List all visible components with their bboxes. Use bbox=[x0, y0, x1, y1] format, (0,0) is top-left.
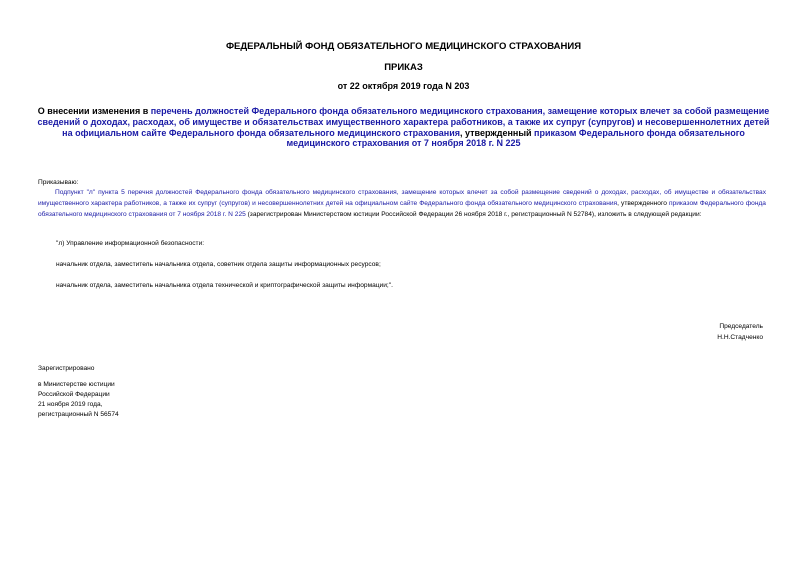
document-date-number: от 22 октября 2019 года N 203 bbox=[337, 81, 470, 91]
para-link-order[interactable]: приказом Федерального фонда обязательного медицинского страхования от 7 ноября 2018 г. N 225 bbox=[38, 200, 766, 219]
organization-title: ФЕДЕРАЛЬНЫЙ ФОНД ОБЯЗАТЕЛЬНОГО МЕДИЦИНСКОГО СТРАХОВАНИЯ bbox=[225, 41, 582, 52]
registration-block bbox=[38, 364, 119, 420]
main-paragraph bbox=[38, 187, 766, 221]
list-item: начальник отдела, заместитель начальника отдела технической и криптографической защиты информации;". bbox=[56, 282, 393, 289]
order-label: Приказываю: bbox=[38, 179, 79, 186]
para-middle: , утвержденного bbox=[617, 200, 669, 208]
document-subject bbox=[32, 106, 775, 149]
subject-link-list[interactable]: перечень должностей Федерального фонда обязательного медицинского страхования, замещение которых влечет за собой размещение сведений о доходах, расходах, об имуществе и обязательствах имущественного характера работников, а также их супруг (супругов) и несовершеннолетних детей на официальном сайте Федерального фонда обязательного медицинского страхования bbox=[37, 106, 770, 138]
signer-position: Председатель bbox=[719, 323, 763, 330]
signature-block bbox=[717, 322, 763, 343]
registration-line: Зарегистрировано bbox=[38, 365, 95, 372]
subject-link-order[interactable]: приказом Федерального фонда обязательного медицинского страхования от 7 ноября 2018 г. N 225 bbox=[286, 127, 745, 149]
subject-prefix: О внесении изменения в bbox=[37, 106, 151, 116]
subject-middle: , утвержденный bbox=[460, 127, 535, 138]
registration-line: регистрационный N 56574 bbox=[38, 410, 119, 418]
para-link-list[interactable]: Подпункт "л" пункта 5 перечня должностей Федерального фонда обязательного медицинского страхования, замещение которых влечет за собой размещение сведений о доходах, расходах, об имуществе и обязательствах имущественного характера работников, а также их супруг (супругов) и несовершеннолетних детей на официальном сайте Федерального фонда обязательного медицинского страхования bbox=[38, 189, 766, 208]
list-item: начальник отдела, заместитель начальника отдела, советник отдела защиты информационных ресурсов; bbox=[56, 261, 381, 268]
signer-name: Н.Н.Стадченко bbox=[717, 333, 763, 341]
para-end: (зарегистрирован Министерством юстиции Российской Федерации 26 ноября 2018 г., регистрационный N 52784), изложить в следующей редакции: bbox=[245, 211, 702, 219]
list-item: "л) Управление информационной безопасности: bbox=[56, 240, 205, 247]
document-type: ПРИКАЗ bbox=[384, 62, 423, 73]
registration-line: в Министерстве юстиции bbox=[38, 380, 115, 388]
registration-line: 21 ноября 2019 года, bbox=[38, 400, 103, 408]
registration-line: Российской Федерации bbox=[38, 390, 110, 398]
